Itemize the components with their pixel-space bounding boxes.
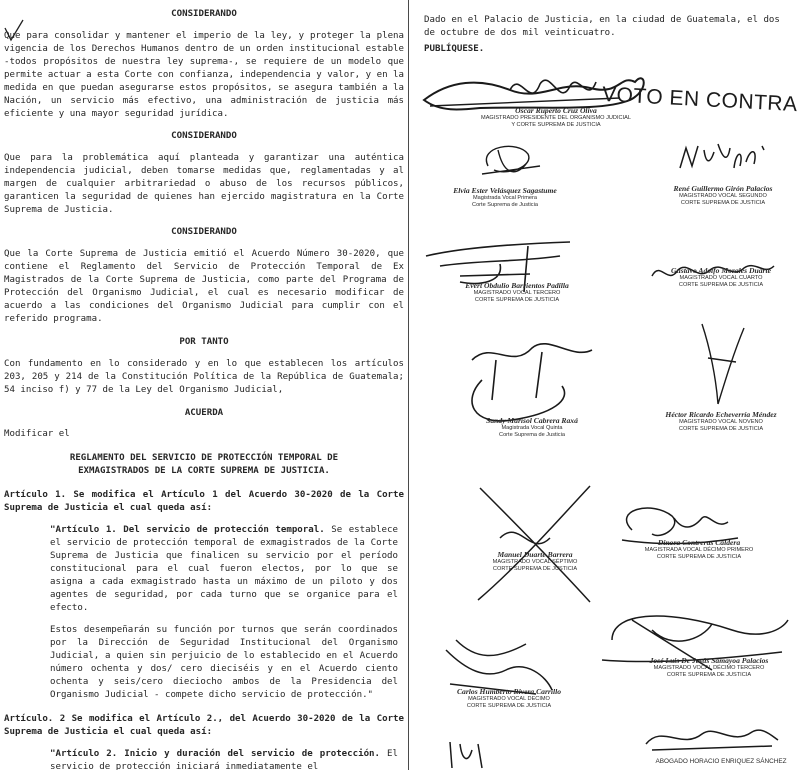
signatory-caption-6 <box>452 416 612 439</box>
signatory-caption-11 <box>434 687 584 710</box>
signatory-role: MAGISTRADO VOCAL CUARTO <box>679 275 763 281</box>
signatory-role: Corte Suprema de Justicia <box>472 202 538 208</box>
signatory-name: Elvia Ester Velásquez Sagastume <box>453 186 557 195</box>
signatory-name: Dinora Contreras Caldera <box>657 538 741 547</box>
signature-secretario <box>642 720 782 760</box>
signatory-caption-5 <box>646 266 796 289</box>
considerando-heading-2: CONSIDERANDO <box>171 131 237 141</box>
signatory-role: Y CORTE SUPREMA DE JUSTICIA <box>511 122 601 128</box>
signatory-role: MAGISTRADO PRESIDENTE DEL ORGANISMO JUDICIAL <box>481 115 631 121</box>
signatory-name: José Luis De Jesús Samayoa Palacios <box>649 656 769 665</box>
signatory-name: René Guillermo Girón Palacios <box>673 184 773 193</box>
right-column <box>412 0 800 770</box>
signatory-caption-2 <box>430 186 580 209</box>
article-1-quote-body: Se establece el servicio de protección temporal de exmagistrados de la Corte Suprema de Justicia que finalicen su servicio por el período constitucional para el cual fueron electos, por lo que se asigna a cada exmagistrado hasta un máximo de un piloto y dos agentes de seguridad, por cada turno que se organice para el efecto. <box>50 525 398 613</box>
por-tanto-heading: POR TANTO <box>179 337 229 347</box>
signatory-role: Magistrada Vocal Quinta <box>501 425 563 431</box>
check-mark-annotation <box>2 18 26 44</box>
signatory-role: MAGISTRADO VOCAL TERCERO <box>473 290 561 296</box>
considerando-heading-1: CONSIDERANDO <box>171 9 237 19</box>
left-column <box>4 0 404 770</box>
considerando-paragraph-2: Que para la problemática aquí planteada y garantizar una auténtica independencia judicial, deben tomarse medidas que, reglamentadas y al margen de cualquier arbitrariedad o abuso de los recursos públicos, garanticen la seguridad de quienes han ejercido magistratura en la Corte Suprema de Justicia. <box>4 153 404 215</box>
signatory-name: Héctor Ricardo Echeverría Méndez <box>665 410 777 419</box>
signature-vocal-primera <box>468 136 548 186</box>
signatory-name: Manuel Duarte Barrera <box>497 550 573 559</box>
signature-vocal-quinta <box>452 330 602 430</box>
article-2-intro: Artículo. 2 Se modifica el Artículo 2., del Acuerdo 30-2020 de la Corte Suprema de Justicia el cual queda así: <box>4 714 404 737</box>
considerando-paragraph-3: Que la Corte Suprema de Justicia emitió el Acuerdo Número 30-2020, que contiene el Reglamento del Servicio de Protección Temporal de Ex Magistrados de la Corte Suprema de Justicia, como parte del Programa de Protección del Organismo Judicial, el cual es necesario modificar de acuerdo a las condiciones del Organismo Judicial para cumplir con el referido programa. <box>4 249 404 324</box>
article-1-quote-paragraph-2: Estos desempeñarán su función por turnos que serán coordinados por la Dirección de Seguridad Institucional del Organismo Judicial, a quien sin perjuicio de lo establecido en el Acuerdo número ochenta y dos/ cero dieciséis y en el Acuerdo ciento ochenta y seis/cero dieciocho ambos de la Presidencia del Organismo Judicial - compete dicho servicio de protección." <box>50 625 398 700</box>
signature-partial-bottom-left <box>442 740 502 770</box>
signatory-caption-8 <box>460 550 610 573</box>
publiquese-label: PUBLÍQUESE. <box>424 44 485 54</box>
signatory-caption-1 <box>476 106 636 129</box>
considerando-paragraph-1: Que para consolidar y mantener el imperio de la ley, y proteger la plena vigencia de los Derechos Humanos dentro de un orden institucional estable -todos propósitos de nuestra ley suprema-, se requiere de un modelo que permite actuar a esta Corte con confianza, independencia y valor, y en la medida en que puedan asegurarse estos propósitos, se asegura también a la Nación, un servicio más efectivo, una administración de justicia más eficiente y una mayor seguridad jurídica. <box>4 31 404 119</box>
signature-vocal-segundo <box>674 138 774 178</box>
considerando-heading-3: CONSIDERANDO <box>171 227 237 237</box>
signatory-name: Carlos Humberto Rivera Carrillo <box>456 687 561 696</box>
signatory-role: MAGISTRADO VOCAL DÉCIMO TERCERO <box>653 665 765 671</box>
signatory-role: CORTE SUPREMA DE JUSTICIA <box>656 554 742 560</box>
signatory-caption-3 <box>648 184 798 207</box>
signatory-role: MAGISTRADA VOCAL DÉCIMO PRIMERO <box>644 547 754 553</box>
signatory-role: CORTE SUPREMA DE JUSTICIA <box>678 282 764 288</box>
voto-en-contra-note: VOTO EN CONTRA <box>601 82 799 117</box>
signature-vocal-septimo <box>460 478 600 608</box>
signatory-role: MAGISTRADO VOCAL NOVENO <box>679 419 763 425</box>
article-2-quote-title: "Artículo 2. Inicio y duración del servicio de protección. <box>50 749 381 759</box>
signatory-caption-12 <box>646 758 796 765</box>
signatory-role: CORTE SUPREMA DE JUSTICIA <box>466 703 552 709</box>
signature-vocal-noveno <box>692 318 752 408</box>
article-2-quote-body: El servicio de protección iniciará inmediatamente el <box>50 749 398 770</box>
article-1-intro: Artículo 1. Se modifica el Artículo 1 del Acuerdo 30-2020 de la Corte Suprema de Justicia el cual queda así: <box>4 490 404 513</box>
signatory-role: Magistrada Vocal Primera <box>472 195 538 201</box>
signatory-role: MAGISTRADO VOCAL DECIMO <box>468 696 550 702</box>
signatory-role: MAGISTRADO VOCAL SEGUNDO <box>679 193 767 199</box>
signatory-name: Gustavo Adolfo Morales Duarte <box>671 266 771 275</box>
signatory-role: CORTE SUPREMA DE JUSTICIA <box>474 297 560 303</box>
date-place-statement: Dado en el Palacio de Justicia, en la ciudad de Guatemala, el dos de octubre de dos mil veinticuatro. <box>424 15 780 39</box>
signatory-role: MAGISTRADO VOCAL SÉPTIMO <box>492 559 578 565</box>
signatory-caption-10 <box>634 656 784 679</box>
signatory-name: Evert Obdulio Barrientos Padilla <box>465 281 569 290</box>
signatory-role: CORTE SUPREMA DE JUSTICIA <box>680 200 766 206</box>
signatory-caption-9 <box>624 538 774 561</box>
signatory-caption-7 <box>646 410 796 433</box>
signatory-role: CORTE SUPREMA DE JUSTICIA <box>678 426 764 432</box>
signatory-name: Oscar Ruperto Cruz Oliva <box>515 106 597 115</box>
acuerda-heading: ACUERDA <box>184 408 224 418</box>
signatory-caption-4 <box>442 281 592 304</box>
signatory-name: Sandy Marisol Cabrera Raxá <box>486 416 578 425</box>
article-1-quote <box>4 524 404 615</box>
regulation-title: REGLAMENTO DEL SERVICIO DE PROTECCIÓN TEMPORAL DE EXMAGISTRADOS DE LA CORTE SUPREMA DE JUSTICIA. <box>69 453 339 476</box>
article-2-quote <box>4 748 404 770</box>
acuerda-paragraph: Modificar el <box>4 429 70 439</box>
signatory-name: ABOGADO HORACIO ENRIQUEZ SÁNCHEZ <box>655 758 787 765</box>
signatory-role: CORTE SUPREMA DE JUSTICIA <box>492 566 578 572</box>
column-divider <box>408 0 409 770</box>
por-tanto-paragraph: Con fundamento en lo considerado y en lo que establecen los artículos 203, 205 y 214 de la Constitución Política de la República de Guatemala; 54 inciso f) y 77 de la Ley del Organismo Judicial, <box>4 359 404 395</box>
signatory-role: Corte Suprema de Justicia <box>499 432 565 438</box>
signatory-role: CORTE SUPREMA DE JUSTICIA <box>666 672 752 678</box>
article-1-quote-title: "Artículo 1. Del servicio de protección temporal. <box>50 525 325 535</box>
